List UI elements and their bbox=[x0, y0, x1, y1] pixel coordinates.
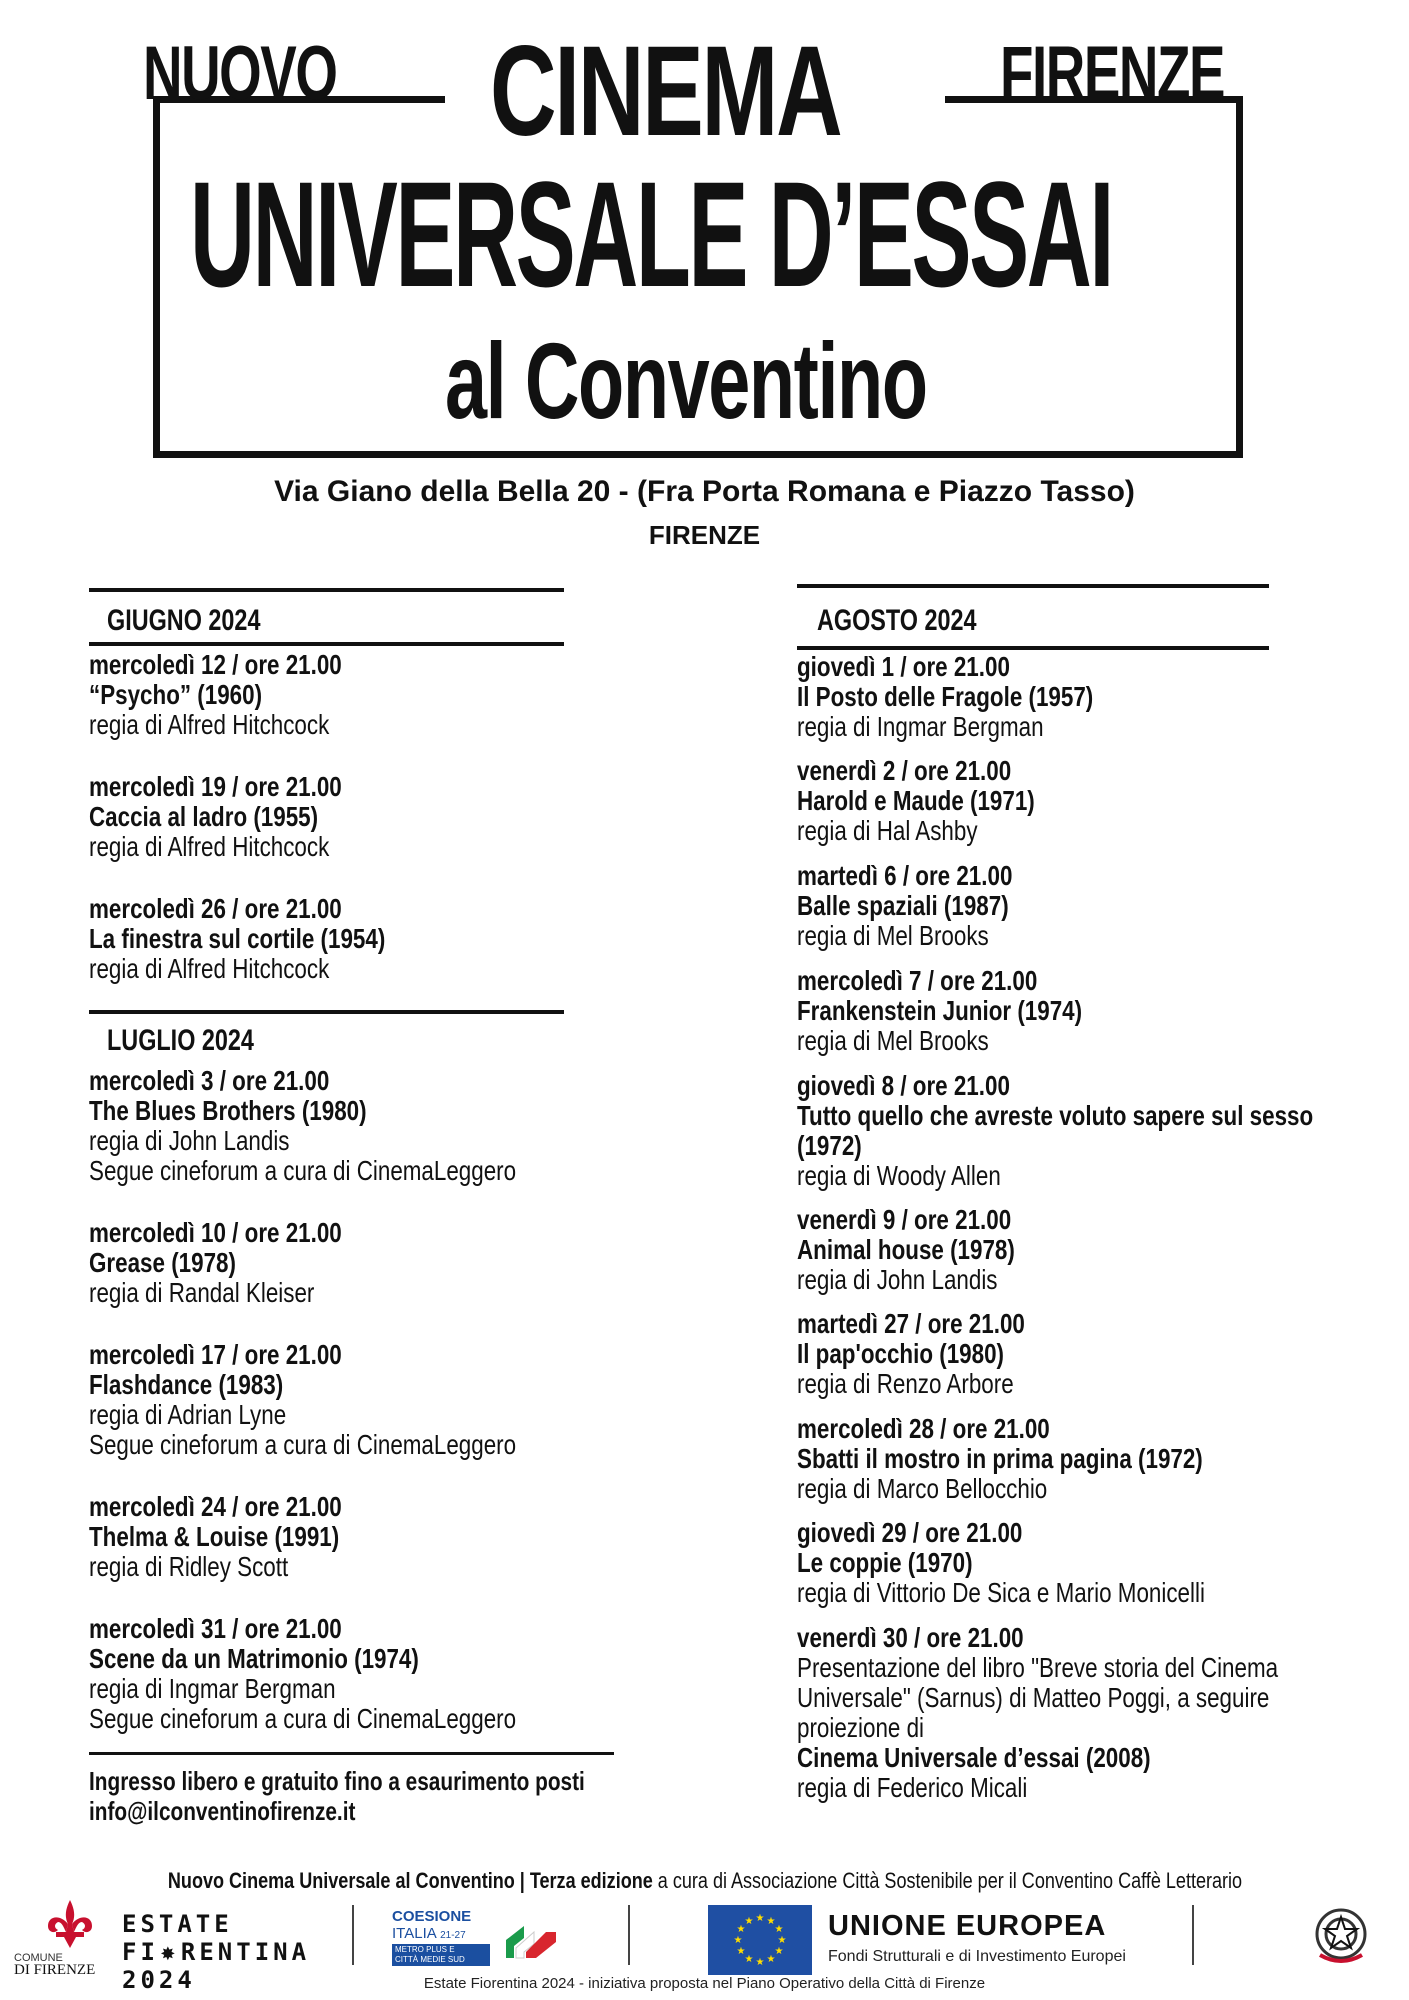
event-film: Sbatti il mostro in prima pagina (1972) bbox=[797, 1443, 1203, 1474]
event-date: venerdì 30 / ore 21.00 bbox=[797, 1622, 1024, 1653]
event-director: regia di Alfred Hitchcock bbox=[89, 709, 330, 740]
event-film: Animal house (1978) bbox=[797, 1234, 1015, 1265]
estate-line-3: 2024 bbox=[122, 1966, 196, 1994]
event-director: regia di John Landis bbox=[89, 1125, 290, 1156]
info-block bbox=[89, 1766, 709, 1826]
event-luglio-31 bbox=[89, 1614, 623, 1734]
event-director: regia di Ingmar Bergman bbox=[797, 711, 1044, 742]
event-agosto-27 bbox=[797, 1309, 1082, 1399]
event-description: Universale" (Sarnus) di Matteo Poggi, a seguire bbox=[797, 1682, 1270, 1713]
svg-text:★: ★ bbox=[744, 1916, 754, 1927]
event-director: regia di Marco Bellocchio bbox=[797, 1473, 1048, 1504]
eu-subtitle: Fondi Strutturali e di Investimento Europei bbox=[828, 1948, 1126, 1965]
event-agosto-9 bbox=[797, 1205, 1069, 1295]
footer-credits bbox=[0, 1868, 1409, 1894]
emblem-icon bbox=[1308, 1903, 1374, 1969]
header-conventino: al Conventino bbox=[445, 320, 927, 441]
event-luglio-24 bbox=[89, 1492, 405, 1582]
event-date: mercoledì 24 / ore 21.00 bbox=[89, 1491, 342, 1522]
coesione-label-2: ITALIA bbox=[392, 1925, 436, 1942]
event-director: regia di Randal Kleiser bbox=[89, 1277, 315, 1308]
header-cinema: CINEMA bbox=[490, 20, 841, 163]
event-date: venerdì 9 / ore 21.00 bbox=[797, 1204, 1012, 1235]
event-date: venerdì 2 / ore 21.00 bbox=[797, 755, 1012, 786]
event-date: mercoledì 3 / ore 21.00 bbox=[89, 1065, 330, 1096]
info-entry: Ingresso libero e gratuito fino a esaurimento posti bbox=[89, 1766, 585, 1796]
month-title-agosto: AGOSTO 2024 bbox=[817, 604, 977, 637]
svg-text:★: ★ bbox=[766, 1954, 776, 1965]
event-luglio-3 bbox=[89, 1066, 623, 1186]
comune-firenze-logo bbox=[14, 1898, 104, 1978]
event-agosto-1 bbox=[797, 652, 1167, 742]
event-agosto-8 bbox=[797, 1071, 1409, 1191]
svg-text:★: ★ bbox=[736, 1924, 746, 1935]
svg-text:★: ★ bbox=[744, 1954, 754, 1965]
event-date: martedì 27 / ore 21.00 bbox=[797, 1308, 1025, 1339]
city: FIRENZE bbox=[648, 520, 761, 550]
event-director: regia di Hal Ashby bbox=[797, 815, 978, 846]
rule-giugno-bottom bbox=[89, 642, 564, 646]
event-note: Segue cineforum a cura di CinemaLeggero bbox=[89, 1429, 517, 1460]
event-film: Thelma & Louise (1991) bbox=[89, 1521, 340, 1552]
footer-credits-bold: Nuovo Cinema Universale al Conventino | Terza edizione bbox=[167, 1868, 653, 1893]
comune-label-2: DI FIRENZE bbox=[14, 1962, 96, 1978]
event-director: regia di Federico Micali bbox=[797, 1772, 1028, 1803]
event-director: regia di Woody Allen bbox=[797, 1160, 1001, 1191]
event-director: regia di Alfred Hitchcock bbox=[89, 953, 330, 984]
event-director: regia di Ingmar Bergman bbox=[89, 1673, 336, 1704]
event-director: regia di Mel Brooks bbox=[797, 1025, 989, 1056]
rule-info-top bbox=[89, 1752, 614, 1755]
header-nuovo: NUOVO bbox=[143, 31, 337, 116]
event-director: regia di Renzo Arbore bbox=[797, 1368, 1014, 1399]
event-luglio-10 bbox=[89, 1218, 405, 1308]
event-date: giovedì 1 / ore 21.00 bbox=[797, 651, 1010, 682]
month-title-giugno: GIUGNO 2024 bbox=[107, 604, 261, 637]
event-film: Cinema Universale d’essai (2008) bbox=[797, 1742, 1151, 1773]
event-film: Balle spaziali (1987) bbox=[797, 890, 1009, 921]
event-date: mercoledì 31 / ore 21.00 bbox=[89, 1613, 342, 1644]
event-agosto-28 bbox=[797, 1414, 1304, 1504]
event-giugno-12 bbox=[89, 650, 405, 740]
month-title-luglio: LUGLIO 2024 bbox=[107, 1024, 254, 1057]
estate-line-2b: RENTINA bbox=[180, 1938, 311, 1966]
footer-separator bbox=[1192, 1905, 1194, 1965]
event-luglio-17 bbox=[89, 1340, 623, 1460]
event-giugno-19 bbox=[89, 772, 405, 862]
event-description: proiezione di bbox=[797, 1712, 925, 1743]
event-date: mercoledì 26 / ore 21.00 bbox=[89, 893, 342, 924]
event-date: giovedì 8 / ore 21.00 bbox=[797, 1070, 1010, 1101]
event-film: “Psycho” (1960) bbox=[89, 679, 263, 710]
event-director: regia di Ridley Scott bbox=[89, 1551, 289, 1582]
event-film: Frankenstein Junior (1974) bbox=[797, 995, 1083, 1026]
rule-agosto-bottom bbox=[797, 646, 1269, 650]
event-film: Grease (1978) bbox=[89, 1247, 236, 1278]
event-date: mercoledì 7 / ore 21.00 bbox=[797, 965, 1038, 996]
coesione-label-4: CITTÀ MEDIE SUD bbox=[395, 1955, 465, 1964]
event-date: mercoledì 19 / ore 21.00 bbox=[89, 771, 342, 802]
estate-line-2a: FI bbox=[122, 1938, 159, 1966]
header-firenze: FIRENZE bbox=[1000, 31, 1225, 116]
svg-text:★: ★ bbox=[736, 1946, 746, 1957]
event-date: giovedì 29 / ore 21.00 bbox=[797, 1517, 1023, 1548]
event-date: mercoledì 10 / ore 21.00 bbox=[89, 1217, 342, 1248]
event-film: Scene da un Matrimonio (1974) bbox=[89, 1643, 419, 1674]
event-director: regia di Mel Brooks bbox=[797, 920, 989, 951]
event-film: Harold e Maude (1971) bbox=[797, 785, 1035, 816]
coesione-label-1: COESIONE bbox=[392, 1908, 472, 1925]
footer-credits-rest: a cura di Associazione Città Sostenibile per il Conventino Caffè Letterario bbox=[652, 1868, 1242, 1893]
eu-title: UNIONE EUROPEA bbox=[828, 1910, 1107, 1942]
svg-text:★: ★ bbox=[766, 1916, 776, 1927]
svg-text:★: ★ bbox=[774, 1924, 784, 1935]
event-film: Tutto quello che avreste voluto sapere sul sesso bbox=[797, 1100, 1314, 1131]
coesione-arrow-icon bbox=[500, 1918, 560, 1962]
address: Via Giano della Bella 20 - (Fra Porta Romana e Piazzo Tasso) bbox=[274, 475, 1135, 508]
footer-note: Estate Fiorentina 2024 - iniziativa proposta nel Piano Operativo della Città di Firenze bbox=[423, 1975, 986, 1992]
event-film: The Blues Brothers (1980) bbox=[89, 1095, 367, 1126]
event-film: Flashdance (1983) bbox=[89, 1369, 284, 1400]
event-film: Il Posto delle Fragole (1957) bbox=[797, 681, 1094, 712]
event-giugno-26 bbox=[89, 894, 459, 984]
event-agosto-30 bbox=[797, 1623, 1398, 1803]
rule-giugno-top bbox=[89, 588, 564, 592]
italian-republic-emblem bbox=[1308, 1903, 1374, 1969]
eu-stars-icon bbox=[708, 1905, 812, 1975]
svg-text:★: ★ bbox=[755, 1913, 765, 1924]
coesione-years: 21-27 bbox=[440, 1930, 466, 1941]
info-email[interactable]: info@ilconventinofirenze.it bbox=[89, 1796, 356, 1826]
footer-separator bbox=[628, 1905, 630, 1965]
coesione-italia-logo bbox=[392, 1908, 562, 1968]
sun-icon: ✸ bbox=[160, 1938, 180, 1966]
event-film: La finestra sul cortile (1954) bbox=[89, 923, 386, 954]
header-universale: UNIVERSALE D’ESSAI bbox=[190, 150, 1112, 318]
svg-text:★: ★ bbox=[774, 1946, 784, 1957]
event-note: Segue cineforum a cura di CinemaLeggero bbox=[89, 1703, 517, 1734]
event-description: Presentazione del libro "Breve storia del Cinema bbox=[797, 1652, 1279, 1683]
event-agosto-7 bbox=[797, 966, 1153, 1056]
event-date: martedì 6 / ore 21.00 bbox=[797, 860, 1013, 891]
svg-text:★: ★ bbox=[755, 1957, 765, 1968]
event-film: Il pap'occhio (1980) bbox=[797, 1338, 1004, 1369]
footer-separator bbox=[352, 1905, 354, 1965]
event-film-year: (1972) bbox=[797, 1130, 862, 1161]
event-film: Le coppie (1970) bbox=[797, 1547, 973, 1578]
event-date: mercoledì 28 / ore 21.00 bbox=[797, 1413, 1050, 1444]
eu-flag bbox=[708, 1905, 812, 1975]
rule-agosto-top bbox=[797, 584, 1269, 588]
event-film: Caccia al ladro (1955) bbox=[89, 801, 319, 832]
comune-label-1: COMUNE bbox=[14, 1952, 63, 1964]
event-date: mercoledì 12 / ore 21.00 bbox=[89, 649, 342, 680]
svg-text:★: ★ bbox=[777, 1935, 787, 1946]
svg-text:★: ★ bbox=[733, 1935, 743, 1946]
event-director: regia di Adrian Lyne bbox=[89, 1399, 287, 1430]
coesione-label-3: METRO PLUS E bbox=[395, 1945, 455, 1954]
event-agosto-6 bbox=[797, 861, 1066, 951]
estate-line-1: ESTATE bbox=[122, 1910, 233, 1938]
event-date: mercoledì 17 / ore 21.00 bbox=[89, 1339, 342, 1370]
event-agosto-2 bbox=[797, 756, 1094, 846]
event-director: regia di Alfred Hitchcock bbox=[89, 831, 330, 862]
fleur-de-lis-icon bbox=[42, 1898, 98, 1950]
event-note: Segue cineforum a cura di CinemaLeggero bbox=[89, 1155, 517, 1186]
event-agosto-29 bbox=[797, 1518, 1307, 1608]
rule-luglio-top bbox=[89, 1010, 564, 1014]
event-director: regia di John Landis bbox=[797, 1264, 998, 1295]
event-director: regia di Vittorio De Sica e Mario Monicelli bbox=[797, 1577, 1205, 1608]
